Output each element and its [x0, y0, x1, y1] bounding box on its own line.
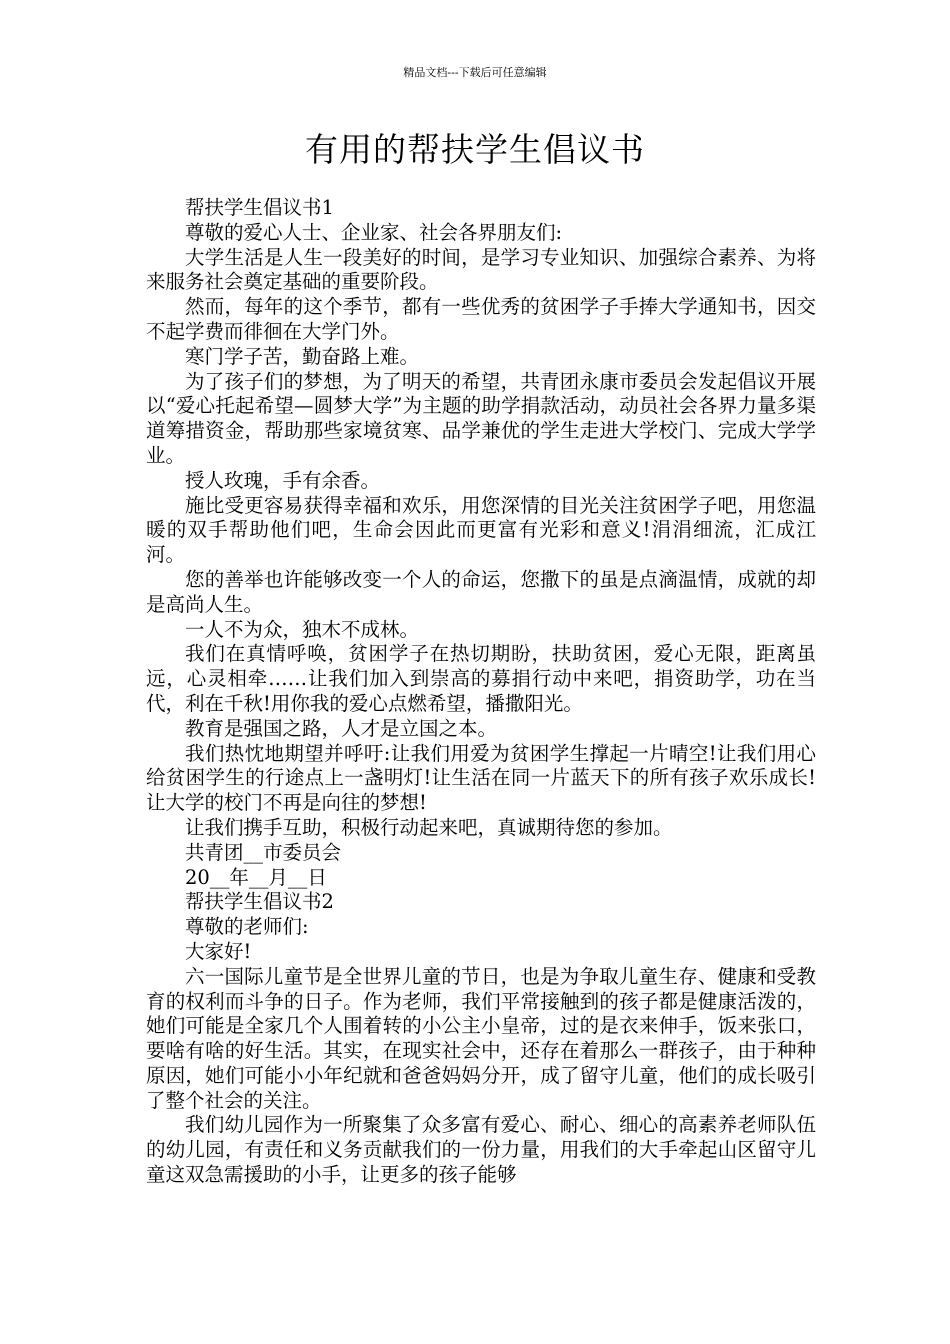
signature-date: 20__年__月__日 [185, 865, 327, 889]
paragraph: 为了孩子们的梦想，为了明天的希望，共青团永康市委员会发起倡议开展以“爱心托起希望—圆梦大学”为主题的助学捐款活动，动员社会各界力量多渠道筹措资金，帮助那些家境贫寒、品学兼优的学生走进大学校门、完成大学学业。 [146, 369, 816, 467]
paragraph: 寒门学子苦，勤奋路上难。 [185, 344, 420, 368]
paragraph: 施比受更容易获得幸福和欢乐，用您深情的目光关注贫困学子吧，用您温暖的双手帮助他们吧，生命会因此而更富有光彩和意义!涓涓细流，汇成江河。 [146, 493, 816, 567]
section-heading: 帮扶学生倡议书2 [185, 890, 334, 914]
paragraph: 我们在真情呼唤，贫困学子在热切期盼，扶助贫困，爱心无限，距离虽远，心灵相牵……让我们加入到崇高的募捐行动中来吧，捐资助学，功在当代，利在千秋!用你我的爱心点燃希望，播撒阳光。 [146, 642, 816, 715]
document-title: 有用的帮扶学生倡议书 [305, 130, 645, 169]
document-body [146, 196, 816, 1188]
header-note: 精品文档---下载后可任意编辑 [403, 66, 547, 79]
paragraph: 教育是强国之路，人才是立国之本。 [185, 716, 498, 740]
paragraph: 让我们携手互助，积极行动起来吧，真诚期待您的参加。 [185, 815, 673, 839]
paragraph: 尊敬的老师们: [185, 915, 309, 939]
paragraph: 我们热忱地期望并呼吁:让我们用爱为贫困学生撑起一片晴空!让我们用心给贫困学生的行途点上一盏明灯!让生活在同一片蓝天下的所有孩子欢乐成长!让大学的校门不再是向往的梦想! [146, 741, 816, 815]
paragraph: 一人不为众，独木不成林。 [185, 617, 420, 641]
signature-organization: 共青团__市委员会 [185, 840, 342, 864]
paragraph: 帮扶学生倡议书1 [185, 196, 334, 219]
paragraph: 然而，每年的这个季节，都有一些优秀的贫困学子手捧大学通知书，因交不起学费而徘徊在大学门外。 [146, 295, 816, 343]
paragraph: 授人玫瑰，手有余香。 [185, 468, 381, 492]
paragraph: 尊敬的爱心人士、企业家、社会各界朋友们: [185, 220, 563, 244]
paragraph: 您的善举也许能够改变一个人的命运，您撒下的虽是点滴温情，成就的却是高尚人生。 [146, 567, 816, 616]
paragraph: 我们幼儿园作为一所聚集了众多富有爱心、耐心、细心的高素养老师队伍的幼儿园，有责任和义务贡献我们的一份力量，用我们的大手牵起山区留守儿童这双急需援助的小手，让更多的孩子能够 [146, 1113, 816, 1187]
paragraph: 大家好! [185, 939, 252, 963]
paragraph: 大学生活是人生一段美好的时间，是学习专业知识、加强综合素养、为将来服务社会奠定基础的重要阶段。 [146, 245, 816, 294]
paragraph: 六一国际儿童节是全世界儿童的节日，也是为争取儿童生存、健康和受教育的权利而斗争的日子。作为老师，我们平常接触到的孩子都是健康活泼的，她们可能是全家几个人围着转的小公主小皇帝，过的是衣来伸手，饭来张口，要啥有啥的好生活。其实，在现实社会中，还存在着那么一群孩子，由于种种原因，她们可能小小年纪就和爸爸妈妈分开，成了留守儿童，他们的成长吸引了整个社会的关注。 [146, 964, 816, 1112]
